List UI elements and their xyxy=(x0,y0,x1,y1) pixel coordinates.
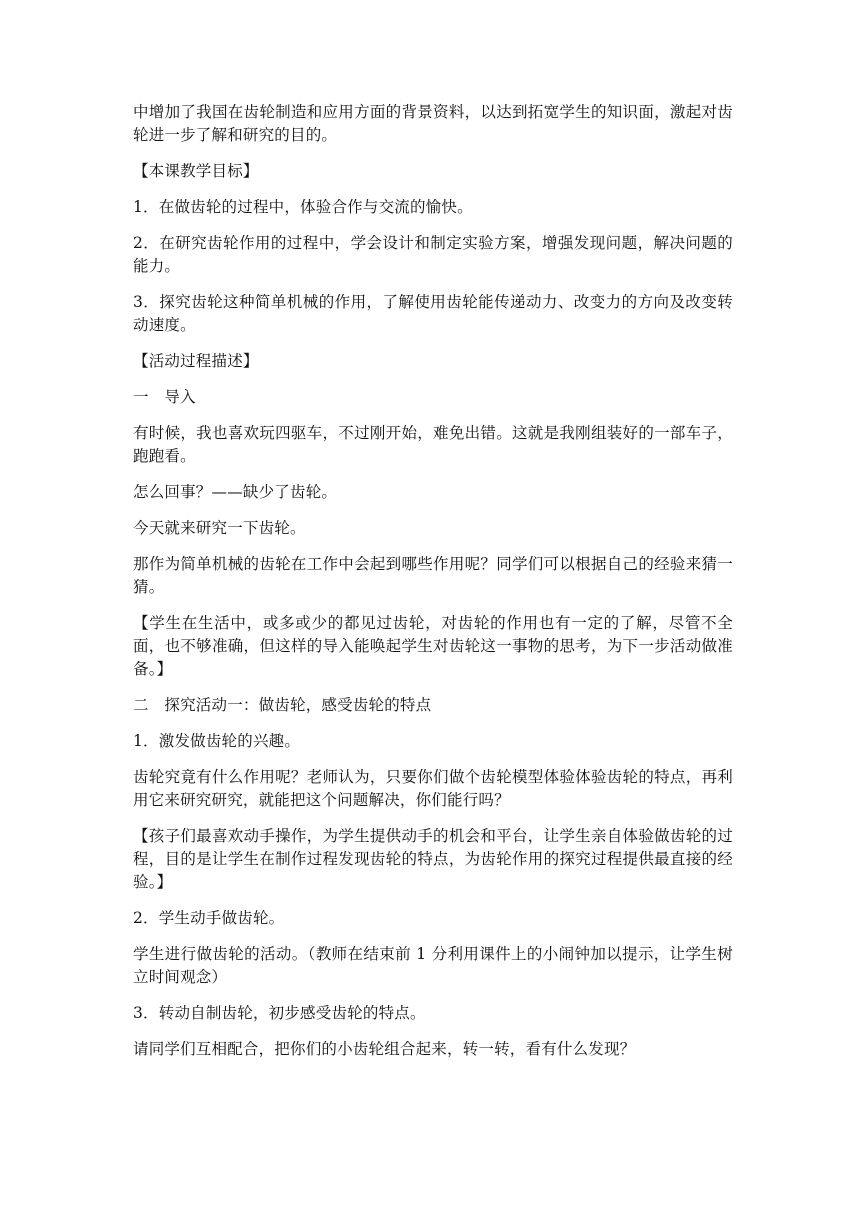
paragraph-guess-function: 那作为简单机械的齿轮在工作中会起到哪些作用呢？同学们可以根据自己的经验来猜一猜。 xyxy=(133,555,733,596)
paragraph-missing-gear: 怎么回事？——缺少了齿轮。 xyxy=(133,483,338,501)
paragraph-hands-on-commentary: 【孩子们最喜欢动手操作，为学生提供动手的机会和平台，让学生亲自体验做齿轮的过程，目的是让学生在制作过程发现齿轮的特点，为齿轮作用的探究过程提供最直接的经验。】 xyxy=(133,827,733,891)
paragraph-today-topic: 今天就来研究一下齿轮。 xyxy=(133,519,306,537)
paragraph-making-activity: 学生进行做齿轮的活动。（教师在结束前 1 分利用课件上的小闹钟加以提示，让学生树立时间观念） xyxy=(133,945,733,986)
substep-3-rotate-gear: 3．转动自制齿轮，初步感受齿轮的特点。 xyxy=(133,1004,426,1022)
document-page xyxy=(133,101,733,1074)
goal-item-2: 2．在研究齿轮作用的过程中，学会设计和制定实验方案，增强发现问题，解决问题的能力。 xyxy=(133,234,733,275)
paragraph-intro-commentary: 【学生在生活中，或多或少的都见过齿轮，对齿轮的作用也有一定的了解，尽管不全面，也不够准确，但这样的导入能唤起学生对齿轮这一事物的思考，为下一步活动做准备。】 xyxy=(133,614,733,678)
step-heading-activity-one: 二 探究活动一：做齿轮，感受齿轮的特点 xyxy=(133,696,432,714)
goal-item-3: 3．探究齿轮这种简单机械的作用，了解使用齿轮能传递动力、改变力的方向及改变转动速度。 xyxy=(133,293,733,334)
section-heading-process: 【活动过程描述】 xyxy=(133,352,259,370)
section-heading-goals: 【本课教学目标】 xyxy=(133,162,259,180)
goal-item-1: 1．在做齿轮的过程中，体验合作与交流的愉快。 xyxy=(133,198,473,216)
substep-1-interest: 1．激发做齿轮的兴趣。 xyxy=(133,732,301,750)
step-heading-intro: 一 导入 xyxy=(133,388,196,406)
paragraph-four-wheel-car: 有时候，我也喜欢玩四驱车，不过刚开始，难免出错。这就是我刚组装好的一部车子，跑跑看。 xyxy=(133,424,733,465)
paragraph-combine-gears: 请同学们互相配合，把你们的小齿轮组合起来，转一转，看有什么发现？ xyxy=(133,1040,636,1058)
substep-2-make-gear: 2．学生动手做齿轮。 xyxy=(133,909,285,927)
paragraph-teacher-question: 齿轮究竟有什么作用呢？老师认为，只要你们做个齿轮模型体验体验齿轮的特点，再利用它来研究研究，就能把这个问题解决，你们能行吗？ xyxy=(133,768,733,809)
paragraph-intro-continuation: 中增加了我国在齿轮制造和应用方面的背景资料，以达到拓宽学生的知识面，激起对齿轮进一步了解和研究的目的。 xyxy=(133,103,733,144)
